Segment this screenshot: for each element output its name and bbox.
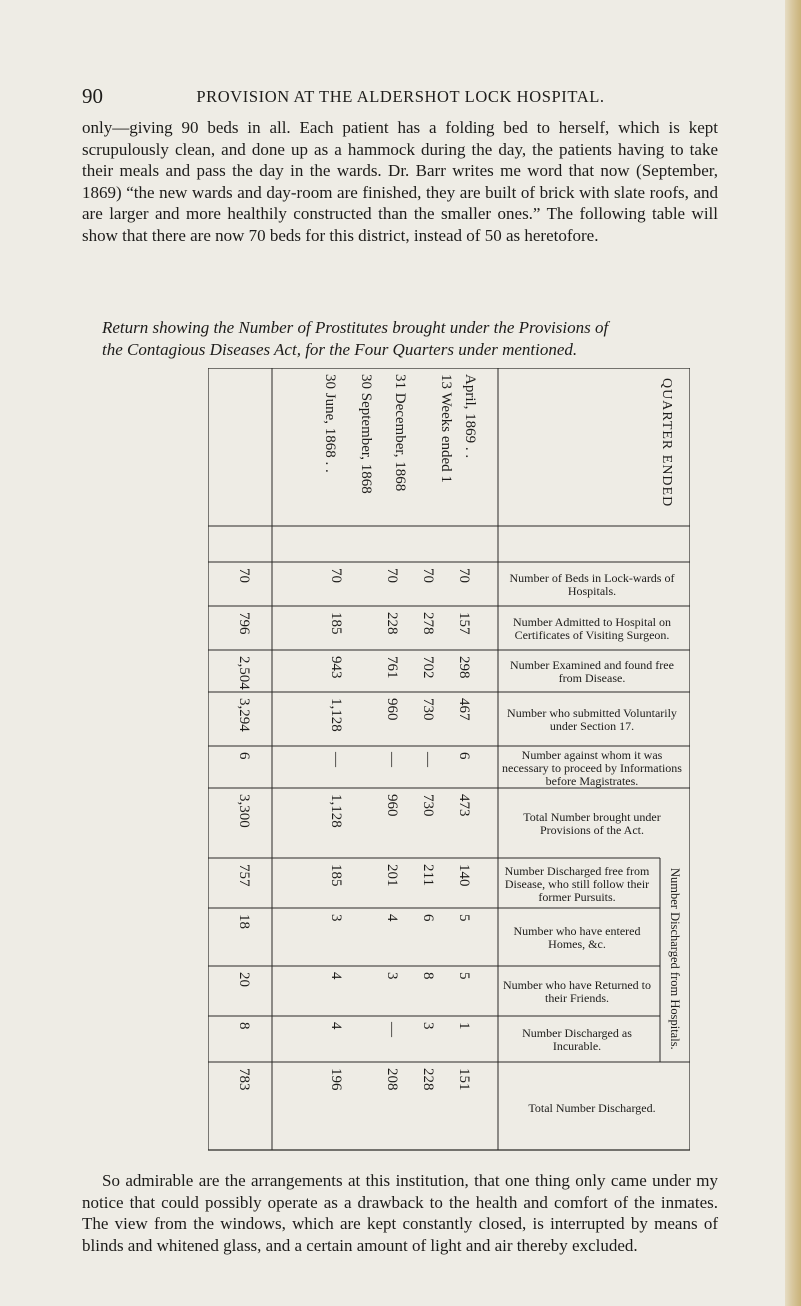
- row-label: Number who have entered Homes, &c.: [513, 924, 641, 951]
- table-cell-value: 473: [456, 794, 472, 817]
- table-cell-total: 2,504: [236, 656, 252, 690]
- row-label: Number Discharged as Incurable.: [522, 1026, 632, 1053]
- table-cell-total: 783: [236, 1068, 252, 1091]
- table-caption: [82, 317, 722, 360]
- return-table: [208, 368, 690, 1152]
- table-cell-total: 8: [236, 1022, 252, 1030]
- row-label: Number against whom it was necessary to proceed by Informations before Magistrates.: [502, 747, 682, 788]
- table-cell-total: 20: [236, 972, 252, 987]
- row-label: Number Examined and found free from Disease.: [510, 658, 674, 685]
- row-label: Total Number brought under Provisions of the Act.: [523, 810, 661, 837]
- table-cell-total: 70: [236, 568, 252, 583]
- table-cell-total: 3,300: [236, 794, 252, 828]
- table-cell-total: 757: [236, 864, 252, 887]
- table-cell-value: 1,128: [328, 698, 344, 732]
- table-cell-value: 140: [456, 864, 472, 887]
- table-cell-value: —: [328, 752, 344, 767]
- table-cell-value: 70: [456, 568, 472, 583]
- paragraph-intro: only—giving 90 beds in all. Each patient has a folding bed to herself, which is kept scrupulously clean, and done up as a hammock during the day, the patients having to take their meals and pass the day in the wards. Dr. Barr writes me word that now (September, 1869) “the new wards and day-room are finished, they are built of brick with slate roofs, and are larger and more healthily constructed than the smaller ones.” The following table will show that there are now 70 beds for this district, instead of 50 as heretofore.: [82, 118, 718, 245]
- row-label: Number of Beds in Lock-wards of Hospitals.: [509, 571, 675, 598]
- table-cell-value: 730: [420, 698, 436, 721]
- table-cell-value: 3: [384, 972, 400, 980]
- table-cell-value: 70: [384, 568, 400, 583]
- table-cell-value: 228: [420, 1068, 436, 1091]
- table-cell-value: 4: [384, 914, 400, 922]
- table-cell-value: 6: [456, 752, 472, 760]
- table-cell-value: 8: [420, 972, 436, 980]
- table-cell-total: 6: [236, 752, 252, 760]
- quarter-label: 13 Weeks ended 1: [438, 374, 454, 483]
- running-head: PROVISION AT THE ALDERSHOT LOCK HOSPITAL.: [196, 87, 605, 106]
- table-cell-value: 730: [420, 794, 436, 817]
- table-cell-total: 18: [236, 914, 252, 929]
- table-cell-value: 960: [384, 698, 400, 721]
- table-cell-value: 201: [384, 864, 400, 887]
- quarter-label: 31 December, 1868: [392, 374, 408, 492]
- page-edge: [785, 0, 801, 1306]
- page-number: 90: [82, 84, 103, 108]
- table-cell-value: 6: [420, 914, 436, 922]
- table-cell-value: 467: [456, 698, 472, 721]
- row-label: Total Number Discharged.: [528, 1100, 656, 1115]
- table-cell-value: 3: [328, 914, 344, 922]
- table-cell-value: 211: [420, 864, 436, 886]
- table-cell-value: —: [384, 752, 400, 767]
- table-cell-value: 960: [384, 794, 400, 817]
- table-cell-value: —: [420, 752, 436, 767]
- table-cell-value: 1,128: [328, 794, 344, 828]
- table-cell-value: 185: [328, 864, 344, 887]
- table-cell-value: 5: [456, 972, 472, 980]
- table-cell-value: 761: [384, 656, 400, 679]
- table-cell-value: 196: [328, 1068, 344, 1091]
- quarter-label: 30 September, 1868: [358, 374, 374, 494]
- table-cell-value: 185: [328, 612, 344, 635]
- table-cell-value: 3: [420, 1022, 436, 1030]
- table-cell-value: 5: [456, 914, 472, 922]
- table-cell-total: 796: [236, 612, 252, 635]
- paragraph-closing: So admirable are the arrangements at this institution, that one thing only came under my notice that could possibly operate as a drawback to the health and comfort of the inmates. The view from the windows, which are kept constantly closed, is interrupted by means of blinds and whitened glass, and a certain amount of light and air thereby excluded.: [82, 1171, 718, 1255]
- row-label: Number who submitted Voluntarily under Section 17.: [507, 706, 677, 733]
- table-cell-value: 70: [420, 568, 436, 583]
- table-cell-value: 4: [328, 1022, 344, 1030]
- table-cell-value: 70: [328, 568, 344, 583]
- caption-line-2: the Contagious Diseases Act, for the Four Quarters under mentioned.: [102, 339, 578, 359]
- row-label: Number Admitted to Hospital on Certificates of Visiting Surgeon.: [513, 615, 671, 642]
- caption-line-1: Return showing the Number of Prostitutes brought under the Provisions of: [102, 318, 609, 337]
- table-cell-total: 3,294: [236, 698, 252, 732]
- table-cell-value: 702: [420, 656, 436, 679]
- table-cell-value: 278: [420, 612, 436, 635]
- group-label: Number Discharged from Hospitals.: [668, 868, 682, 1050]
- quarter-header: QUARTER ENDED: [659, 378, 674, 508]
- table-cell-value: 151: [456, 1068, 472, 1091]
- table-cell-value: 228: [384, 612, 400, 635]
- table-cell-value: 4: [328, 972, 344, 980]
- table-cell-value: 208: [384, 1068, 400, 1091]
- table-cell-value: —: [384, 1022, 400, 1037]
- table-cell-value: 943: [328, 656, 344, 679]
- quarter-label: April, 1869 . .: [462, 374, 478, 459]
- table-cell-value: 1: [456, 1022, 472, 1030]
- row-label: Number who have Returned to their Friends.: [503, 978, 651, 1005]
- table-cell-value: 298: [456, 656, 472, 679]
- row-label: Number Discharged free from Disease, who still follow their former Pursuits.: [504, 863, 650, 904]
- table-cell-value: 157: [456, 612, 472, 635]
- quarter-label: 30 June, 1868 . .: [322, 374, 338, 473]
